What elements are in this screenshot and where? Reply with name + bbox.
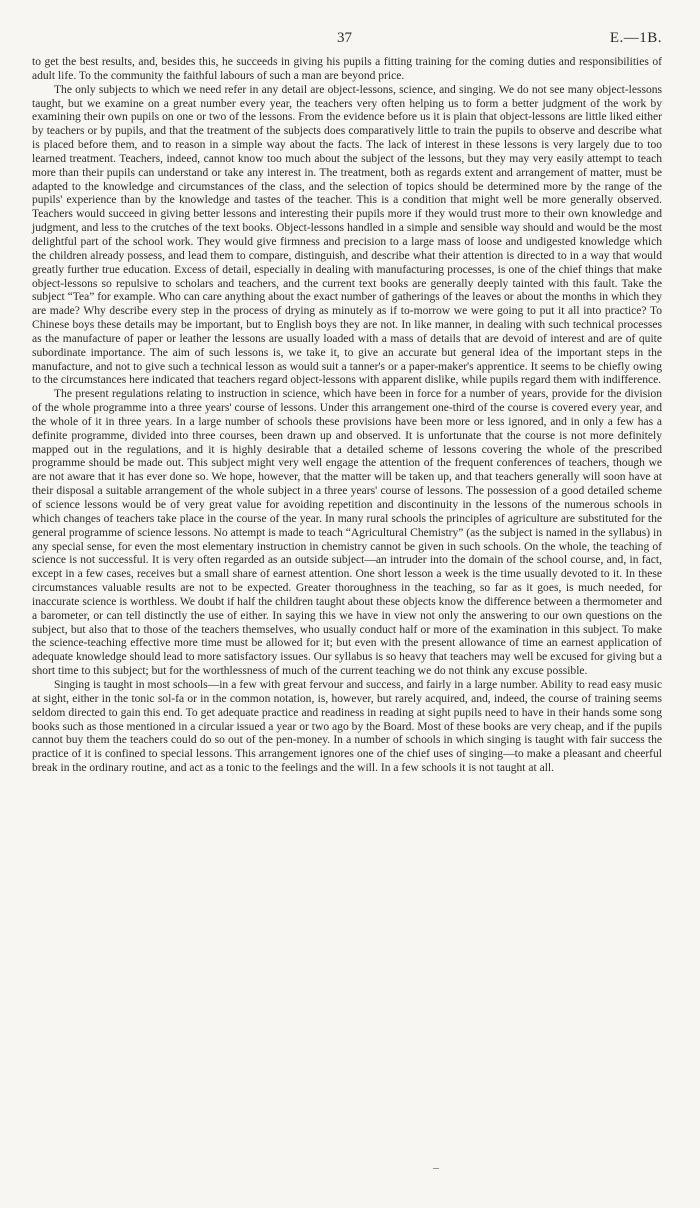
- document-reference: E.—1B.: [609, 30, 662, 46]
- page-body: [32, 56, 662, 776]
- footer-mark: –: [433, 1160, 439, 1174]
- paragraph-singing: Singing is taught in most schools—in a few with great fervour and success, and fairly in a large number. Ability to read easy music at sight, either in the tonic sol-fa or in the common notation, is, however, but rarely acquired, and, indeed, the course of training seems seldom directed to gain this end. To get adequate practice and readiness in reading at sight pupils need to have in their hands some song books such as those mentioned in a circular issued a year or two ago by the Board. Most of these books are very cheap, and if the pupils cannot buy them the teachers could do so out of the pen-money. In a number of schools in which singing is taught with fair success the practice of it is confined to special lessons. This arrangement ignores one of the chief uses of singing—to make a pleasant and cheerful break in the ordinary routine, and act as a tonic to the feelings and the will. In a few schools it is not taught at all.: [32, 678, 662, 775]
- page-header: [32, 30, 662, 50]
- paragraph-continued: to get the best results, and, besides this, he succeeds in giving his pupils a fitting training for the coming duties and responsibilities of adult life. To the community the faithful labours of such a man are beyond price.: [32, 56, 662, 82]
- paragraph-science: The present regulations relating to instruction in science, which have been in force for a number of years, provide for the division of the whole programme into a three years' course of lessons. Under this arrangement one-third of the course is covered every year, and the whole of it in three years. In a large number of schools these provisions have been more or less ignored, and in only a few has a definite programme, divided into three courses, been drawn up and observed. It is unfortunate that the course is not more definitely mapped out in the regulations, and it is highly desirable that a detailed scheme of lessons covering the whole of the prescribed programme should be made out. This subject might very well engage the attention of the frequent conferences of teachers, though we are not aware that it has ever done so. We hope, however, that the matter will be taken up, and that teachers generally will soon have at their disposal a suitable arrangement of the whole subject in a three years' course of lessons. The possession of a good detailed scheme of science lessons would be of very great value for avoiding repetition and discontinuity in the lessons of the numerous schools in which changes of teachers take place in the course of the year. In many rural schools the principles of agriculture are substituted for the general programme of science lessons. No attempt is made to teach “Agricultural Chemistry” (as the subject is named in the syllabus) in any special sense, for even the most elementary instruction in chemistry cannot be given in such schools. On the whole, the teaching of science is not successful. It is very often regarded as an outside subject—an intruder into the domain of the school course, and, in fact, except in a few cases, receives but a small share of earnest attention. One short lesson a week is the time usually devoted to it. In these circumstances valuable results are not to be expected. Greater thoroughness in the teaching, so far as it goes, is much needed, for inaccurate science is worthless. We doubt if half the children taught about these objects know the difference between a thermometer and a barometer, or can tell distinctly the use of either. In saying this we have in view not only the answering to our own questions on the subject, but also that to those of the teachers themselves, who usually conduct half or more of the examination in this subject. To make the science-teaching effective more time must be allowed for it; but even with the present allowance of time an earnest application of adequate knowledge should lead to more satisfactory issues. Our syllabus is so heavy that teachers may well be excused for giving but a short time to this subject; but for the worthlessness of much of the current teaching we do not think any excuse possible.: [32, 388, 662, 678]
- paragraph-object-lessons: The only subjects to which we need refer in any detail are object-lessons, science, and singing. We do not see many object-lessons taught, but we examine on a great number every year, the teachers very often helping us to form a better judgment of the work by examining their own pupils on one or two of the lessons. From the evidence before us it is plain that object-lessons are little liked either by teachers or by pupils, and that the treatment of the subjects does comparatively little to train the pupils to observe and describe what is placed before them, and to reason in a simple way about the facts. The lack of interest in these lessons is very largely due to too learned treatment. Teachers, indeed, cannot know too much about the subject of the lessons, but they may very easily attempt to teach more than their pupils can understand or take any interest in. The treatment, both as regards extent and arrangement of matter, must be adapted to the knowledge and circumstances of the class, and the selection of topics should be determined more by the range of the pupils' experience than by the knowledge and tastes of the teacher. This is a condition that might well be more generally observed. Teachers would succeed in giving better lessons and interesting their pupils more if they would trust more to their own knowledge and judgment, and less to the crutches of the text books. Object-lessons handled in a simple and sensible way should and would be the most delightful part of the school work. They would give firmness and precision to a large mass of loose and undigested knowledge which the children already possess, and lead them to compare, distinguish, and describe what their attention is directed to in a way that would greatly further true education. Excess of detail, especially in dealing with manufacturing processes, is one of the chief things that make object-lessons so repulsive to scholars and teachers, and the current text books are generally deeply tainted with this fault. Take the subject “Tea” for example. Who can care anything about the exact number of gatherings of the leaves or about the months in which they are made? Why describe every step in the process of drying as minutely as if to-morrow we were going to put it all into practice? To Chinese boys these details may be important, but to English boys they are not. In like manner, in dealing with such technical processes as the manufacture of paper or leather the lessons are usually loaded with a mass of details that are devoid of interest and are of quite subordinate importance. The aim of such lessons is, we take it, to give an accurate but general idea of the important steps in the manufacture, and not to give such a technical lesson as would suit a tanner's or a paper-maker's apprentice. It seems to be chiefly owing to the circumstances here indicated that teachers regard object-lessons with apparent dislike, while pupils regard them with indifference.: [32, 83, 662, 387]
- page-number: 37: [337, 30, 352, 46]
